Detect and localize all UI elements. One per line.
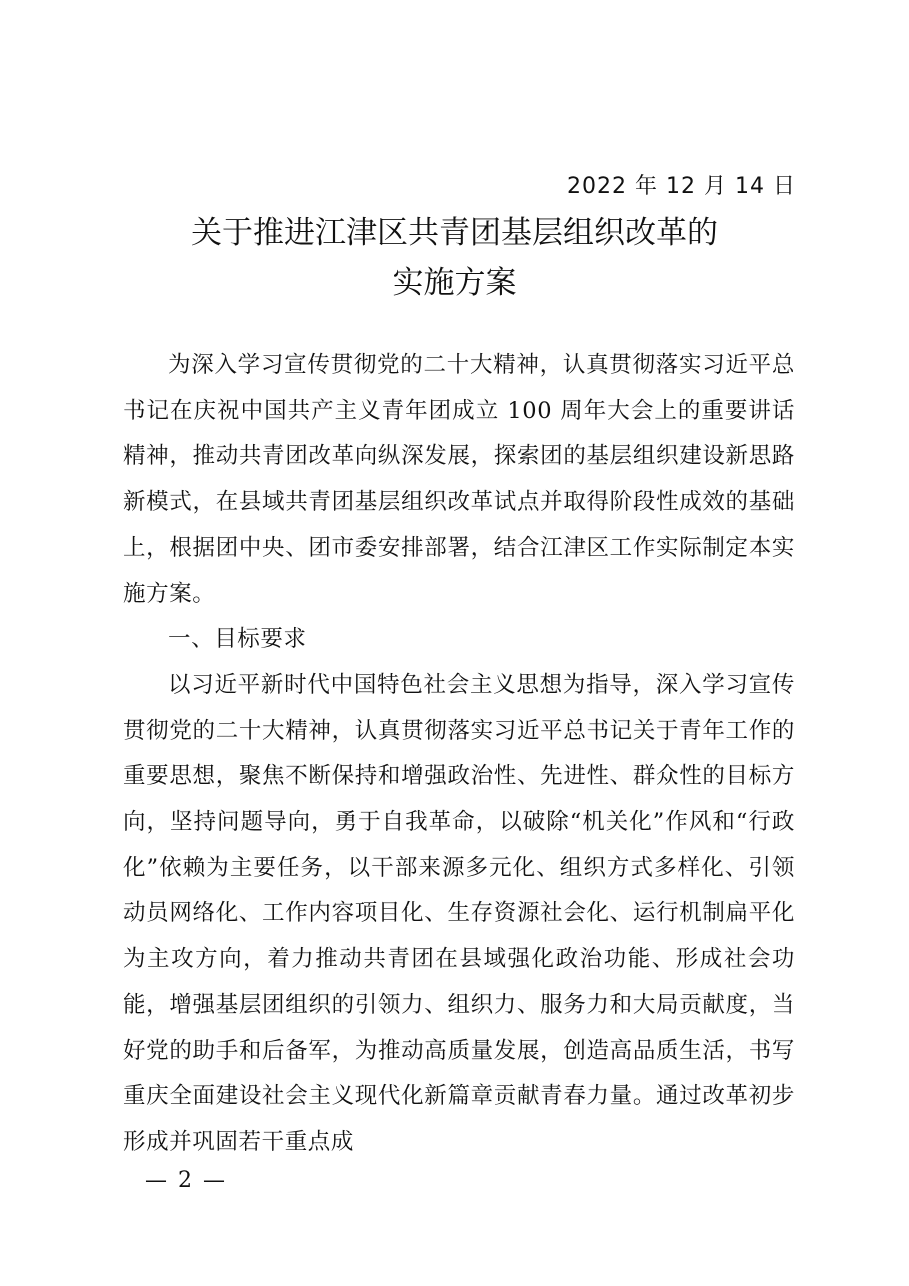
intro-paragraph: 为深入学习宣传贯彻党的二十大精神，认真贯彻落实习近平总书记在庆祝中国共产主义青年团成立 100 周年大会上的重要讲话精神，推动共青团改革向纵深发展，探索团的基层组织建设新思路新模式，在县域共青团基层组织改革试点并取得阶段性成效的基础上，根据团中央、团市委安排部署，结合江津区工作实际制定本实施方案。 (123, 352, 795, 607)
title-line-1: 关于推进江津区共青团基层组织改革的 (191, 215, 718, 251)
document-date: 2022 年 12 月 14 日 (567, 174, 796, 199)
section-heading-goals: 一、目标要求 (168, 626, 307, 653)
goals-paragraph: 以习近平新时代中国特色社会主义思想为指导，深入学习宣传贯彻党的二十大精神，认真贯彻落实习近平总书记关于青年工作的重要思想，聚焦不断保持和增强政治性、先进性、群众性的目标方向，坚持问题导向，勇于自我革命，以破除“机关化”作风和“行政化”依赖为主要任务，以干部来源多元化、组织方式多样化、引领动员网络化、工作内容项目化、生存资源社会化、运行机制扁平化为主攻方向，着力推动共青团在县域强化政治功能、形成社会功能，增强基层团组织的引领力、组织力、服务力和大局贡献度，当好党的助手和后备军，为推动高质量发展，创造高品质生活，书写重庆全面建设社会主义现代化新篇章贡献青春力量。通过改革初步形成并巩固若干重点成 (123, 671, 795, 1155)
document-body (123, 343, 795, 1166)
page-number: — 2 — (145, 1168, 227, 1193)
document-title (0, 208, 909, 308)
title-line-2: 实施方案 (392, 265, 517, 301)
